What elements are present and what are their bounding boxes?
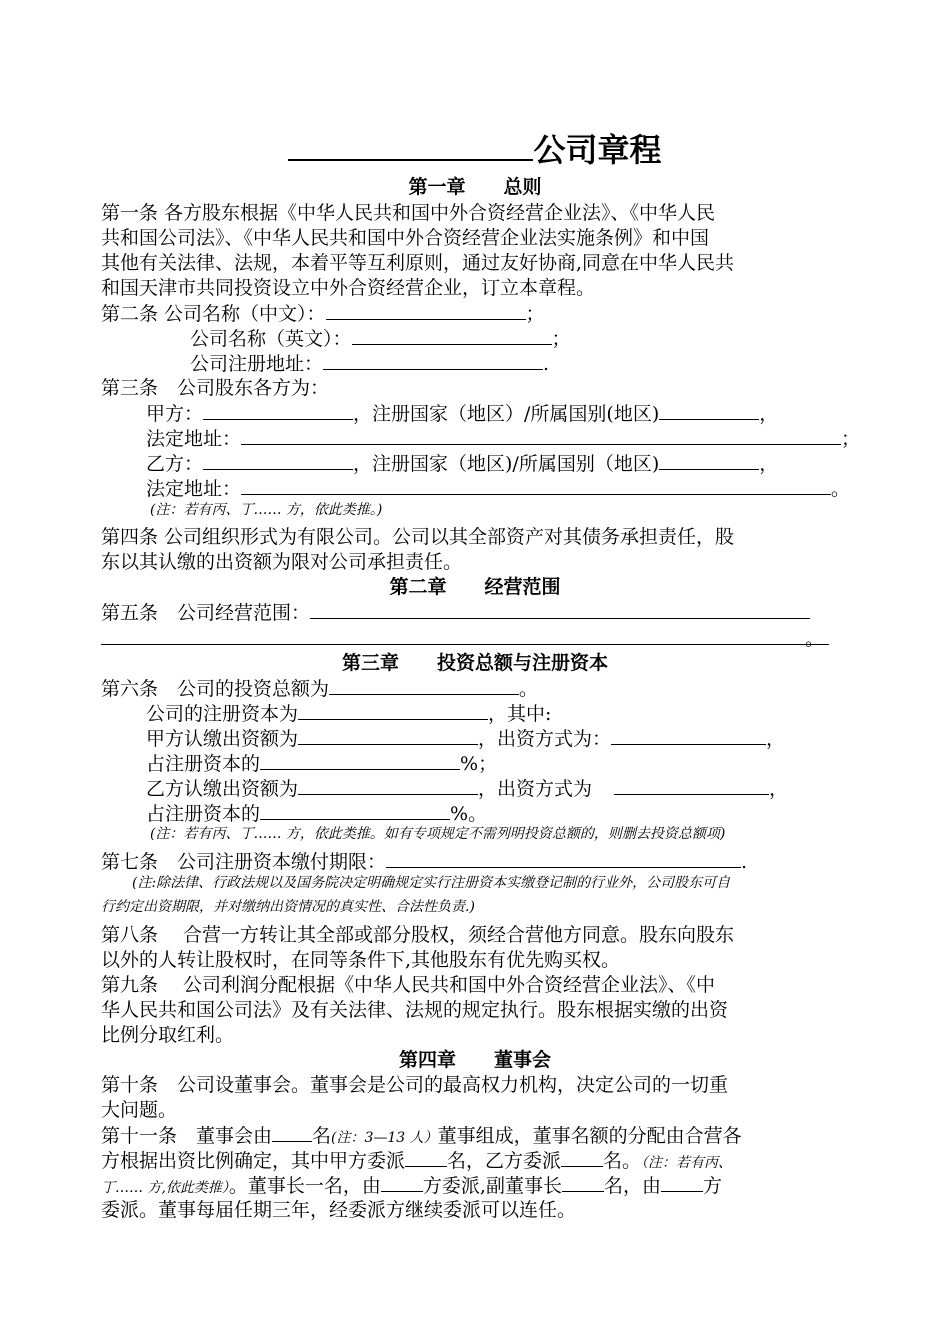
article-11-text-j: 方 — [702, 1175, 722, 1197]
comma: ， — [759, 453, 779, 475]
article-11-note-c: 丁…… 方,依此类推） — [101, 1180, 229, 1196]
article-9-line-2: 华人民共和国公司法》及有关法律、法规的规定执行。股东根据实缴的出资 — [101, 999, 729, 1021]
article-10-line-2: 大问题。 — [101, 1099, 178, 1121]
article-1-line-4: 和国天津市共同投资设立中外合资经营企业，订立本章程。 — [101, 277, 596, 299]
among-text: ，其中: — [488, 703, 552, 725]
party-a-method-blank[interactable] — [611, 725, 766, 745]
article-2-line-2 — [190, 325, 571, 352]
chapter-3-heading: 第三章 投资总额与注册资本 — [341, 652, 608, 674]
legal-address-label: 法定地址： — [146, 428, 242, 450]
article-11-label: 第十一条 董事会由 — [101, 1125, 273, 1147]
article-11-text-h: 方委派,副董事长 — [422, 1175, 562, 1197]
article-11-text-f: 名。 — [603, 1150, 642, 1172]
article-3-note: (注：若有丙、丁…… 方，依此类推。) — [150, 502, 383, 518]
vice-chairman-count-blank[interactable] — [562, 1172, 604, 1192]
party-b-blank[interactable] — [203, 450, 353, 470]
chapter-4-heading: 第四章 董事会 — [398, 1049, 551, 1071]
article-11-text-g: 。董事长一名，由 — [228, 1175, 381, 1197]
article-7-note-1: (注:除法律、行政法规以及国务院决定明确规定实行注册资本实缴登记制的行业外，公司股东可自 — [132, 875, 731, 891]
article-11-text-d: 方根据出资比例确定，其中甲方委派 — [101, 1150, 406, 1172]
article-2-line-3 — [190, 350, 549, 377]
cn-name-blank[interactable] — [326, 300, 526, 320]
legal-address-label: 法定地址： — [146, 478, 242, 500]
party-b-ratio-blank[interactable] — [260, 800, 450, 820]
period: 。 — [519, 678, 539, 700]
article-1-line-2: 共和国公司法》、《中华人民共和国中外合资经营企业法实施条例》和中国 — [101, 227, 710, 249]
reg-address-label: 公司注册地址： — [190, 353, 324, 375]
party-b-country-blank[interactable] — [659, 450, 759, 470]
dot: . — [543, 353, 550, 375]
registered-capital-label: 公司的注册资本为 — [146, 703, 299, 725]
registered-capital-blank[interactable] — [298, 700, 488, 720]
reg-address-blank[interactable] — [323, 350, 543, 370]
party-a-address-line — [146, 425, 860, 452]
article-2-line-1 — [101, 300, 545, 327]
director-count-blank[interactable] — [272, 1122, 312, 1142]
article-11-note-b: （注：若有丙、 — [641, 1155, 733, 1171]
party-b-amount-blank[interactable] — [298, 775, 478, 795]
article-7-note-2: 行约定出资期限，并对缴纳出资情况的真实性、合法性负责.) — [101, 899, 475, 915]
party-a-country-blank[interactable] — [659, 400, 759, 420]
party-b-country-label: ，注册国家（地区)/所属国别（地区) — [353, 453, 660, 475]
article-10-line-1: 第十条 公司设董事会。董事会是公司的最高权力机构，决定公司的一切重 — [101, 1074, 729, 1096]
article-11-line-4: 委派。董事每届任期三年，经委派方继续委派可以连任。 — [101, 1199, 577, 1221]
article-6-line-5 — [146, 775, 788, 802]
article-2-label: 第二条 公司名称（中文）： — [101, 303, 326, 325]
party-b-address-line — [146, 475, 850, 502]
chapter-1-heading: 第一章 总则 — [408, 176, 542, 198]
party-a-amount-blank[interactable] — [298, 725, 478, 745]
article-11-text-i: 名，由 — [603, 1175, 661, 1197]
semicolon: ； — [551, 328, 571, 350]
party-a-country-label: ，注册国家（地区）/所属国别(地区) — [353, 403, 660, 425]
period: 。 — [831, 478, 851, 500]
article-6-line-4 — [146, 750, 497, 777]
party-b-address-blank[interactable] — [241, 475, 831, 495]
dot: . — [741, 851, 748, 873]
article-8-line-2: 以外的人转让股权时，在同等条件下,其他股东有优先购买权。 — [101, 949, 621, 971]
article-4-line-2: 东以其认缴的出资额为限对公司承担责任。 — [101, 551, 463, 573]
party-a-label: 甲方： — [146, 403, 204, 425]
party-b-directors-blank[interactable] — [561, 1147, 603, 1167]
party-a-address-blank[interactable] — [241, 425, 841, 445]
article-6-line-1 — [101, 675, 538, 702]
article-11-text-c: 董事组成，董事名额的分配由合营各 — [437, 1125, 742, 1147]
article-5-label: 第五条 公司经营范围： — [101, 602, 311, 624]
director-count-note: (注：3—13 人） — [331, 1130, 438, 1146]
en-name-label: 公司名称（英文）： — [190, 328, 352, 350]
business-scope-blank-line-2[interactable] — [101, 644, 829, 645]
title-text: 公司章程 — [533, 131, 662, 169]
article-6-line-2 — [146, 700, 551, 727]
party-a-ratio-label: 占注册资本的 — [146, 753, 261, 775]
article-1-line-1: 第一条 各方股东根据《中华人民共和国中外合资经营企业法》、《中华人民 — [101, 202, 716, 224]
party-a-line — [146, 400, 778, 427]
company-name-blank[interactable] — [288, 129, 533, 161]
total-investment-blank[interactable] — [329, 675, 519, 695]
chapter-2-heading: 第二章 经营范围 — [389, 576, 561, 598]
percent: %； — [460, 753, 498, 775]
article-8-line-1: 第八条 合营一方转让其全部或部分股权，须经合营他方同意。股东向股东 — [101, 924, 735, 946]
article-6-note: (注：若有丙、丁…… 方，依此类推。如有专项规定不需列明投资总额的，则删去投资总额项) — [150, 826, 726, 842]
party-a-amount-label: 甲方认缴出资额为 — [146, 728, 299, 750]
article-5-line-1 — [101, 599, 810, 626]
article-9-line-1: 第九条 公司利润分配根据《中华人民共和国中外合资经营企业法》、《中 — [101, 974, 716, 996]
comma: ， — [766, 728, 786, 750]
party-b-method-label: ，出资方式为 — [478, 778, 593, 800]
comma: ， — [759, 403, 779, 425]
party-a-ratio-blank[interactable] — [260, 750, 460, 770]
article-4-line-1: 第四条 公司组织形式为有限公司。公司以其全部资产对其债务承担责任，股 — [101, 526, 735, 548]
chairman-party-blank[interactable] — [381, 1172, 423, 1192]
comma: ， — [769, 778, 789, 800]
en-name-blank[interactable] — [352, 325, 552, 345]
article-1-line-3: 其他有关法律、法规，本着平等互利原则，通过友好协商,同意在中华人民共 — [101, 252, 735, 274]
vice-chairman-party-blank[interactable] — [661, 1172, 703, 1192]
party-b-ratio-label: 占注册资本的 — [146, 803, 261, 825]
article-7-label: 第七条 公司注册资本缴付期限： — [101, 851, 387, 873]
article-11-text-e: 名，乙方委派 — [447, 1150, 562, 1172]
article-9-line-3: 比例分取红利。 — [101, 1024, 235, 1046]
party-a-directors-blank[interactable] — [405, 1147, 447, 1167]
party-b-method-blank[interactable] — [614, 775, 769, 795]
article-3-label: 第三条 公司股东各方为： — [101, 377, 330, 399]
party-a-blank[interactable] — [203, 400, 353, 420]
semicolon: ； — [841, 428, 861, 450]
percent: %。 — [450, 803, 488, 825]
article-7-line — [101, 848, 747, 875]
business-scope-blank[interactable] — [310, 599, 810, 619]
party-b-label: 乙方： — [146, 453, 204, 475]
semicolon: ； — [525, 303, 545, 325]
party-b-amount-label: 乙方认缴出资额为 — [146, 778, 299, 800]
page-title — [0, 128, 950, 172]
payment-deadline-blank[interactable] — [386, 848, 741, 868]
total-investment-label: 第六条 公司的投资总额为 — [101, 678, 330, 700]
ming: 名 — [312, 1125, 332, 1147]
article-5-period: 。 — [805, 628, 825, 650]
article-6-line-3 — [146, 725, 785, 752]
party-a-method-label: ，出资方式为： — [478, 728, 612, 750]
party-b-line — [146, 450, 778, 477]
